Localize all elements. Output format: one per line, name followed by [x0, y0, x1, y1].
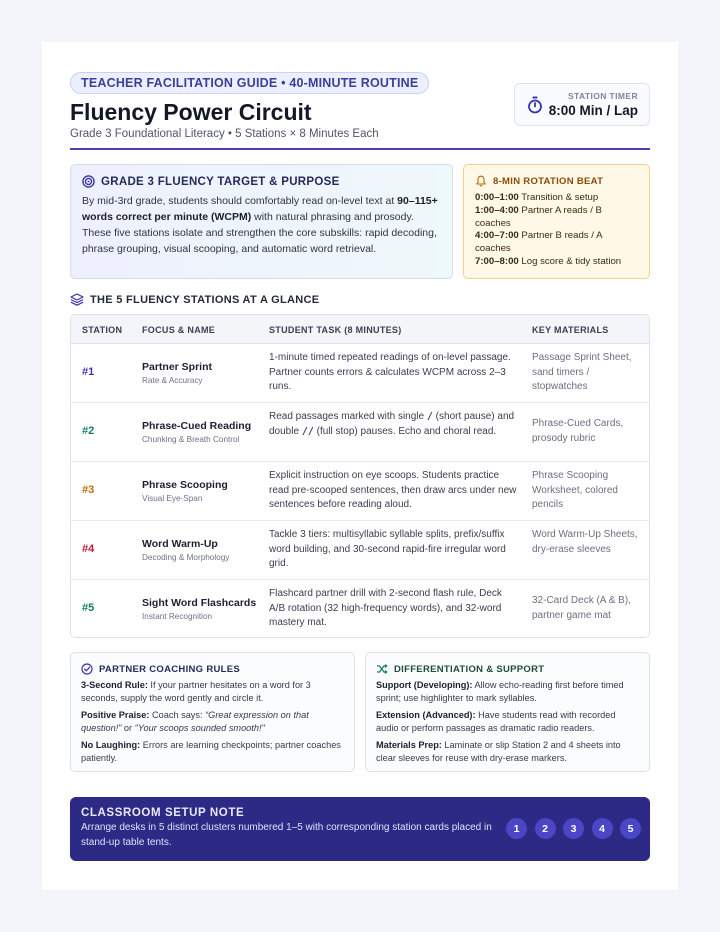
check-circle-icon — [81, 663, 93, 675]
rotation-time: 0:00–1:00 — [475, 192, 519, 203]
single-slash-mark: / — [426, 411, 433, 422]
station-name: Phrase Scooping — [142, 479, 228, 491]
station-materials: Word Warm-Up Sheets, dry-erase sleeves — [532, 529, 638, 555]
rotation-heading — [475, 175, 638, 187]
rotation-list — [475, 192, 638, 269]
task-text: (short pause) and double — [269, 411, 515, 437]
col-focus: FOCUS & NAME — [142, 325, 216, 335]
station-task: Flashcard partner drill with 2-second flash rule, Deck A/B rotation (32 high-frequency words), and 32-word mastery mat. — [269, 588, 502, 629]
station-task: Tackle 3 tiers: multisyllabic syllable splits, prefix/suffix word building, and 30-second rapid-fire irregular word grid. — [269, 529, 506, 570]
praise-quote: "Your scoops sounded smooth!" — [134, 723, 265, 734]
station-name: Word Warm-Up — [142, 538, 218, 550]
station-skill: Instant Recognition — [142, 612, 213, 621]
guide-content — [70, 72, 650, 848]
col-materials: KEY MATERIALS — [532, 325, 609, 335]
coaching-rules-panel — [70, 652, 355, 772]
coaching-heading — [81, 663, 344, 675]
rotation-text: Log score & tidy station — [518, 255, 622, 267]
col-task: STUDENT TASK (8 MINUTES) — [269, 325, 402, 335]
station-task: Explicit instruction on eye scoops. Students practice read pre-scooped sentences, then draw arcs under new sentences before reading aloud. — [269, 470, 517, 511]
cluster-badge: 5 — [620, 818, 641, 839]
page-subtitle: Grade 3 Foundational Literacy • 5 Stations × 8 Minutes Each — [70, 128, 379, 140]
station-skill: Visual Eye-Span — [142, 494, 203, 503]
rule-three-second — [81, 679, 344, 706]
stations-heading — [70, 293, 319, 306]
station-number: #2 — [82, 425, 95, 437]
target-icon — [82, 175, 95, 188]
station-focus — [142, 420, 251, 444]
rule-no-laughing — [81, 739, 344, 766]
cluster-numbers — [499, 818, 642, 839]
rotation-row — [475, 205, 638, 231]
diff-label: Extension (Advanced): — [376, 709, 476, 720]
station-task: 1-minute timed repeated readings of on-level passage. Partner counts errors & calculates WCPM across 2–3 runs. — [269, 352, 511, 393]
rotation-time: 1:00–4:00 — [475, 204, 519, 216]
rule-text: Errors are learning checkpoints; partner coaches patiently. — [81, 739, 341, 764]
stations-table — [70, 314, 650, 638]
purpose-text-2: with natural phrasing and prosody. These five stations isolate and strengthen the core subskills: rapid decoding, phrase grouping, visual scooping, and automatic word retrieval. — [82, 211, 437, 255]
differentiation-heading-text: DIFFERENTIATION & SUPPORT — [394, 663, 545, 675]
praise-quote: “Great expression on that question!” — [81, 709, 309, 734]
cluster-badge: 2 — [535, 818, 556, 839]
station-number: #5 — [82, 602, 95, 614]
diff-text: Allow echo-reading first before timed sprint; use highlighter to mark syllables. — [376, 680, 624, 704]
station-skill: Rate & Accuracy — [142, 376, 203, 385]
shuffle-icon — [376, 663, 388, 675]
station-number: #1 — [82, 366, 95, 378]
bell-icon — [475, 175, 487, 187]
rotation-panel — [463, 164, 650, 279]
stopwatch-icon — [527, 96, 543, 114]
timer-label: STATION TIMER — [567, 91, 638, 101]
rotation-time: 7:00–8:00 — [475, 255, 519, 267]
rule-label: 3-Second Rule: — [81, 680, 148, 690]
table-row — [71, 521, 649, 580]
station-skill: Chunking & Breath Control — [142, 435, 240, 444]
materials-prep — [376, 739, 639, 766]
rotation-time: 4:00–7:00 — [475, 230, 519, 242]
rule-text: or — [121, 723, 135, 734]
rotation-heading-text: 8-MIN ROTATION BEAT — [493, 175, 604, 187]
station-name: Sight Word Flashcards — [142, 597, 257, 609]
diff-text: Laminate or slip Station 2 and 4 sheets into clear sleeves for reuse with dry-erase markers. — [376, 739, 621, 764]
double-slash-mark: // — [301, 425, 314, 437]
station-focus — [142, 361, 212, 385]
eyebrow-badge: TEACHER FACILITATION GUIDE • 40-MINUTE ROUTINE — [70, 72, 429, 94]
station-materials: Phrase Scooping Worksheet, colored pencils — [532, 470, 618, 511]
cluster-badge: 3 — [563, 818, 584, 839]
coaching-heading-text: PARTNER COACHING RULES — [99, 663, 241, 675]
support-developing — [376, 679, 639, 706]
purpose-text — [82, 193, 441, 257]
guide-page — [42, 42, 678, 890]
page-title: Fluency Power Circuit — [70, 99, 312, 125]
extension-advanced — [376, 709, 639, 736]
table-row — [71, 580, 649, 638]
station-materials: Passage Sprint Sheet, sand timers / stopwatches — [532, 352, 632, 393]
diff-label: Support (Developing): — [376, 680, 473, 690]
station-timer — [514, 83, 650, 126]
table-row — [71, 462, 649, 521]
differentiation-panel — [365, 652, 650, 772]
cluster-badge: 1 — [506, 818, 527, 839]
station-focus — [142, 479, 228, 503]
header-divider — [70, 148, 650, 150]
station-name: Phrase-Cued Reading — [142, 420, 252, 432]
station-skill: Decoding & Morphology — [142, 553, 230, 562]
station-materials: 32-Card Deck (A & B), partner game mat — [532, 595, 631, 621]
purpose-heading-text: GRADE 3 FLUENCY TARGET & PURPOSE — [101, 175, 340, 188]
task-text: (full stop) pauses. Echo and choral read. — [313, 425, 497, 437]
rotation-text: Partner A reads / B coaches — [475, 204, 602, 229]
station-number: #3 — [82, 484, 95, 496]
station-focus — [142, 538, 229, 562]
rule-label: Positive Praise: — [81, 709, 150, 720]
timer-value: 8:00 Min / Lap — [548, 103, 638, 118]
layers-icon — [70, 293, 84, 306]
differentiation-heading — [376, 663, 639, 675]
rule-text: Coach says: — [149, 709, 206, 720]
task-text: Read passages marked with single — [269, 411, 427, 422]
stations-heading-row — [70, 293, 319, 306]
purpose-heading — [82, 175, 441, 188]
col-station: STATION — [82, 325, 123, 335]
cluster-badge: 4 — [592, 818, 613, 839]
rotation-text: Transition & setup — [518, 192, 599, 203]
station-focus — [142, 597, 256, 621]
table-row — [71, 344, 649, 403]
rotation-row — [475, 230, 638, 256]
diff-label: Materials Prep: — [376, 739, 442, 750]
station-materials: Phrase-Cued Cards, prosody rubric — [532, 418, 624, 444]
table-header — [71, 315, 649, 344]
wcpm-target: 90–115+ words correct per minute (WCPM) — [82, 195, 438, 223]
table-row — [71, 403, 649, 462]
rotation-text: Partner B reads / A coaches — [475, 230, 602, 255]
station-name: Partner Sprint — [142, 361, 213, 373]
stations-heading-text: THE 5 FLUENCY STATIONS AT A GLANCE — [90, 293, 320, 306]
purpose-panel — [70, 164, 453, 279]
rule-positive-praise — [81, 709, 344, 736]
rotation-row — [475, 192, 638, 205]
purpose-text-1: By mid-3rd grade, students should comfortably read on-level text at — [82, 195, 398, 207]
station-task — [269, 410, 519, 439]
rule-text: If your partner hesitates on a word for 3 seconds, supply the word gently and circle it. — [81, 680, 311, 704]
diff-text: Have students read with recorded audio or perform passages as dramatic radio readers. — [376, 709, 616, 734]
rotation-row — [475, 256, 638, 269]
rule-label: No Laughing: — [81, 739, 141, 750]
station-number: #4 — [82, 543, 95, 555]
setup-text: Arrange desks in 5 distinct clusters numbered 1–5 with corresponding station cards placed in stand-up table tents. — [81, 822, 492, 848]
setup-title: CLASSROOM SETUP NOTE — [81, 807, 245, 819]
classroom-setup-note — [70, 797, 650, 861]
